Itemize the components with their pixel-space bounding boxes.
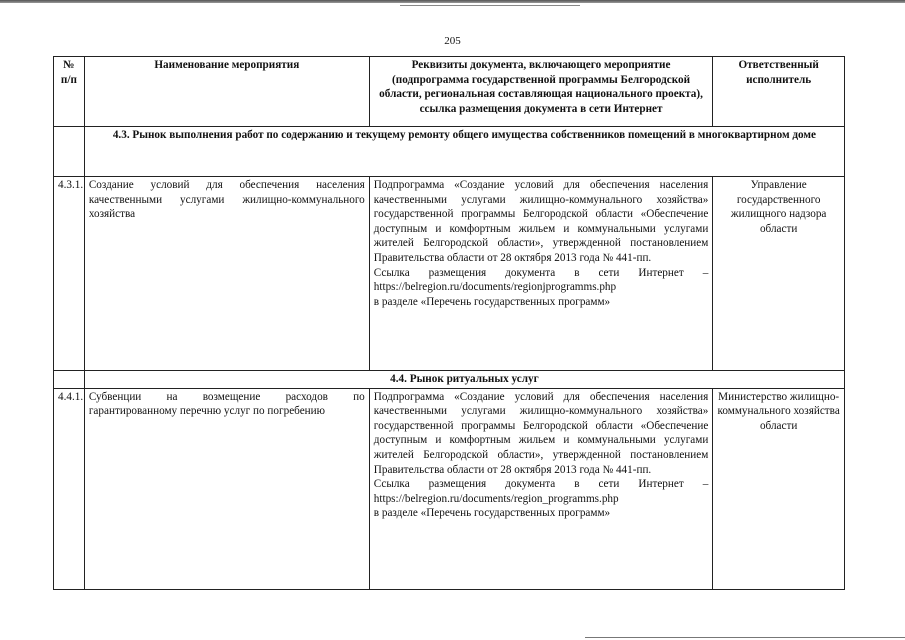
document-requisites-cell (369, 177, 713, 371)
document-requisites-cell (369, 388, 713, 589)
document-requisites: Подпрограмма «Создание условий для обеспечения населения качественными услугами жилищно-коммунального хозяйства» государственной программы Белгородской области «Обеспечение доступным и комфортным жильем и коммунальными услугами жителей Белгородской области», утвержденной постановлением Правительства области от 28 октября 2013 года № 441-пп. (373, 390, 709, 476)
document-link: Ссылка размещения документа в сети Интернет – https://belregion.ru/documents/regionjprogramms.php (373, 266, 709, 294)
top-scan-mark (400, 5, 580, 6)
section-row-4-3 (54, 127, 845, 177)
responsible-executor: Министерство жилищно-коммунального хозяйства области (713, 388, 845, 589)
section-row-4-4 (54, 371, 845, 389)
section-empty-cell (54, 127, 85, 177)
header-responsible: Ответственный исполнитель (713, 57, 845, 127)
document-link-section: в разделе «Перечень государственных программ» (373, 295, 611, 308)
measures-table (53, 56, 845, 590)
row-number: 4.3.1. (54, 177, 85, 371)
section-title: 4.4. Рынок ритуальных услуг (84, 371, 844, 389)
header-number: № п/п (54, 57, 85, 127)
section-title: 4.3. Рынок выполнения работ по содержанию и текущему ремонту общего имущества собственников помещений в многоквартирном доме (84, 127, 844, 177)
measure-name: Субвенции на возмещение расходов по гарантированному перечню услуг по погребению (84, 388, 369, 589)
section-empty-cell (54, 371, 85, 389)
header-measure-name: Наименование мероприятия (84, 57, 369, 127)
page-number: 205 (444, 35, 461, 47)
row-number: 4.4.1. (54, 388, 85, 589)
top-scan-edge (0, 0, 905, 3)
table-row (54, 177, 845, 371)
responsible-executor: Управление государственного жилищного надзора области (713, 177, 845, 371)
bottom-scan-edge (585, 637, 905, 638)
table-header-row (54, 57, 845, 127)
table-row (54, 388, 845, 589)
document-link-section: в разделе «Перечень государственных программ» (373, 507, 611, 520)
header-document-requisites: Реквизиты документа, включающего мероприятие (подпрограмма государственной программы Белгородской области, региональная составляющая национального проекта), ссылка размещения документа в сети Интернет (369, 57, 713, 127)
measure-name: Создание условий для обеспечения населения качественными услугами жилищно-коммунального хозяйства (84, 177, 369, 371)
document-requisites: Подпрограмма «Создание условий для обеспечения населения качественными услугами жилищно-коммунального хозяйства» государственной программы Белгородской области «Обеспечение доступным и комфортным жильем и коммунальными услугами жителей Белгородской области», утвержденной постановлением Правительства области от 28 октября 2013 года № 441-пп. (373, 179, 709, 264)
document-link: Ссылка размещения документа в сети Интернет – https://belregion.ru/documents/region_programms.php (373, 478, 709, 505)
